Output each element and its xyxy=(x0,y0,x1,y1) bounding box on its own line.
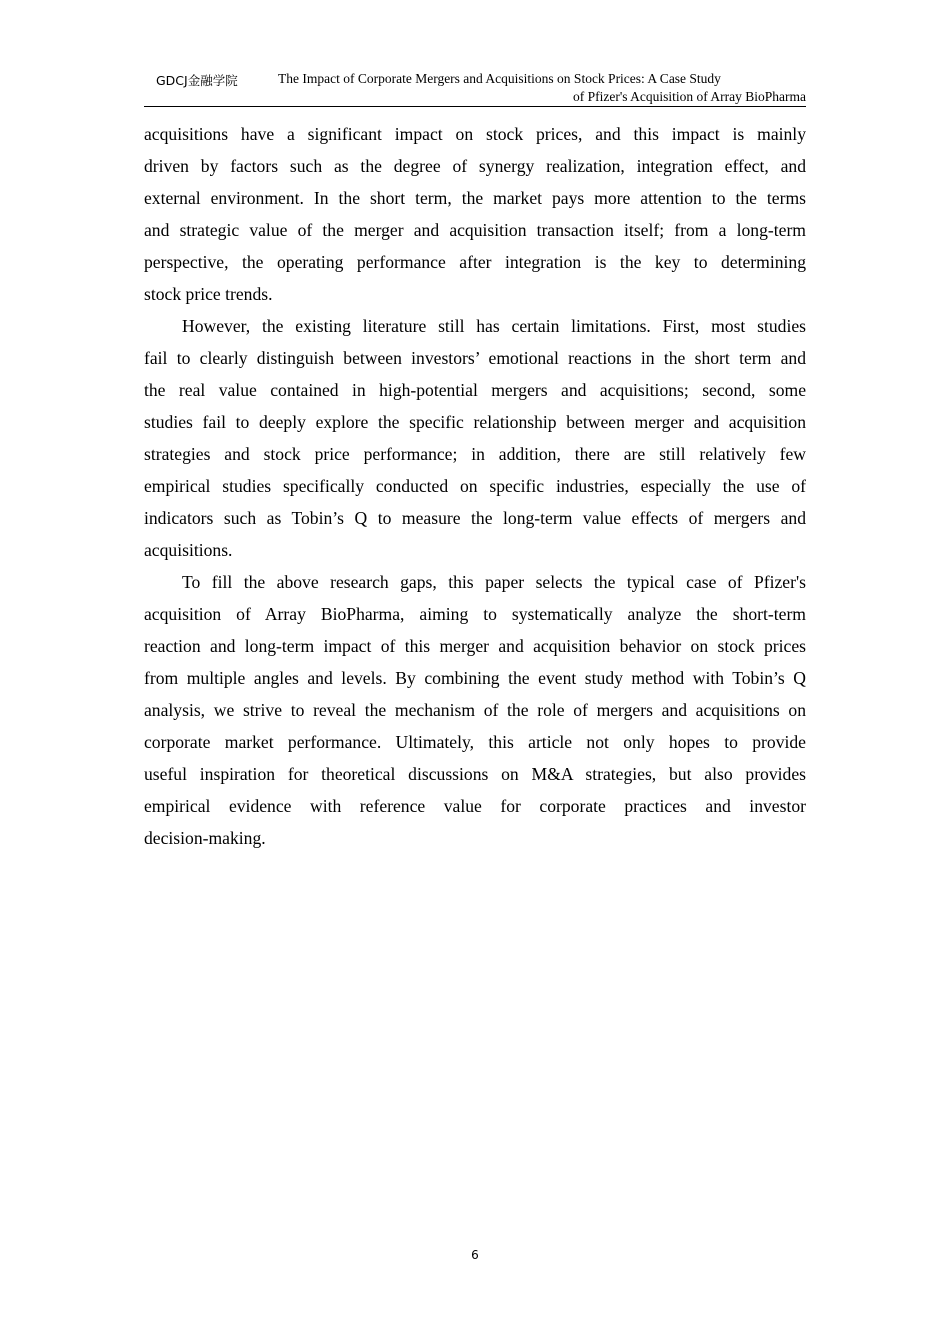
text-line: corporate market performance. Ultimately, this article not only hopes to provide xyxy=(144,732,806,752)
body-text xyxy=(144,118,806,854)
text-line: fail to clearly distinguish between investors’ emotional reactions in the short term and xyxy=(144,348,806,368)
text-line: However, the existing literature still has certain limitations. First, most studies xyxy=(182,316,806,336)
text-line: empirical studies specifically conducted on specific industries, especially the use of xyxy=(144,476,806,496)
header-title-line-2: of Pfizer's Acquisition of Array BioPharma xyxy=(572,89,806,104)
paragraph xyxy=(144,566,806,854)
text-line: stock price trends. xyxy=(144,284,273,304)
text-line: acquisition of Array BioPharma, aiming to systematically analyze the short-term xyxy=(144,604,806,624)
text-line: strategies and stock price performance; in addition, there are still relatively few xyxy=(144,444,806,464)
text-line: useful inspiration for theoretical discussions on M&A strategies, but also provides xyxy=(144,764,806,784)
header-institution: GDCJ金融学院 xyxy=(156,73,238,88)
text-line: acquisitions have a significant impact on stock prices, and this impact is mainly xyxy=(144,124,806,144)
header-title-line-1: The Impact of Corporate Mergers and Acquisitions on Stock Prices: A Case Study xyxy=(278,71,721,86)
header-rule xyxy=(144,106,806,107)
text-line: acquisitions. xyxy=(144,540,233,560)
text-line: decision-making. xyxy=(144,828,266,848)
text-line: the real value contained in high-potential mergers and acquisitions; second, some xyxy=(144,380,806,400)
text-line: and strategic value of the merger and acquisition transaction itself; from a long-term xyxy=(144,220,806,240)
text-line: perspective, the operating performance after integration is the key to determining xyxy=(144,252,806,272)
text-line: empirical evidence with reference value for corporate practices and investor xyxy=(144,796,806,816)
text-line: external environment. In the short term, the market pays more attention to the terms xyxy=(144,188,806,208)
paragraph xyxy=(144,118,806,310)
text-line: indicators such as Tobin’s Q to measure the long-term value effects of mergers and xyxy=(144,508,806,528)
text-line: driven by factors such as the degree of synergy realization, integration effect, and xyxy=(144,156,806,176)
paragraph xyxy=(144,310,806,566)
text-line: To fill the above research gaps, this paper selects the typical case of Pfizer's xyxy=(182,572,806,592)
page-number: 6 xyxy=(471,1248,479,1262)
text-line: analysis, we strive to reveal the mechanism of the role of mergers and acquisitions on xyxy=(144,700,806,720)
text-line: from multiple angles and levels. By combining the event study method with Tobin’s Q xyxy=(144,668,806,688)
text-line: studies fail to deeply explore the specific relationship between merger and acquisition xyxy=(144,412,806,432)
text-line: reaction and long-term impact of this merger and acquisition behavior on stock prices xyxy=(144,636,806,656)
